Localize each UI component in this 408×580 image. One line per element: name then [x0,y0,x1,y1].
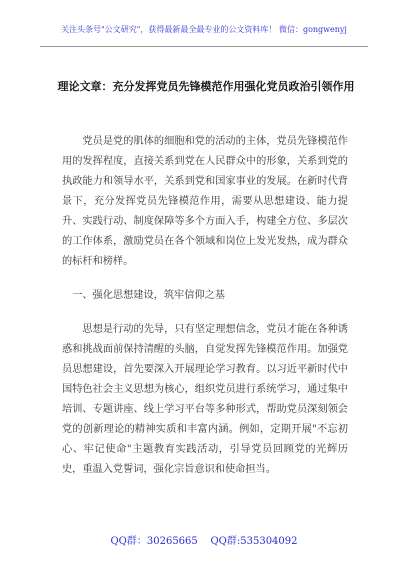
header-banner: 关注头条号"公文研究"，获得最新最全最专业的公文资料库！ 微信：gongwenyj [61,25,347,34]
section-paragraph: 思想是行动的先导，只有坚定理想信念，党员才能在各种诱惑和挑战面前保持清醒的头脑，自觉发挥先锋模范作用。加强党员思想建设，首先要深入开展理论学习教育。以习近平新时代中国特色社会主义思想为核心，组织党员进行系统学习，通过集中培训、专题讲座、线上学习平台等多种形式，帮助党员深刻领会党的创新理论的精神实质和丰富内涵。例如，定期开展"不忘初心、牢记使命"主题教育实践活动，引导党员回顾党的光辉历史，重温入党誓词，强化宗旨意识和使命担当。 [62,324,348,475]
section-heading: 一、强化思想建设，筑牢信仰之基 [72,290,225,301]
page-title: 理论文章：充分发挥党员先锋模范作用强化党员政治引领作用 [57,80,355,93]
footer-contact: QQ群：30265665 QQ群:535304092 [110,536,298,547]
intro-paragraph: 党员是党的肌体的细胞和党的活动的主体，党员先锋模范作用的发挥程度，直接关系到党在人民群众中的形象，关系到党的执政能力和领导水平，关系到党和国家事业的发展。在新时代背景下，充分发挥党员先锋模范作用，需要从思想建设、能力提升、实践行动、制度保障等多个方面入手，构建全方位、多层次的工作体系，激励党员在各个领域和岗位上发光发热，成为群众的标杆和榜样。 [62,136,348,267]
document-body [62,132,348,480]
header-divider [40,46,368,47]
